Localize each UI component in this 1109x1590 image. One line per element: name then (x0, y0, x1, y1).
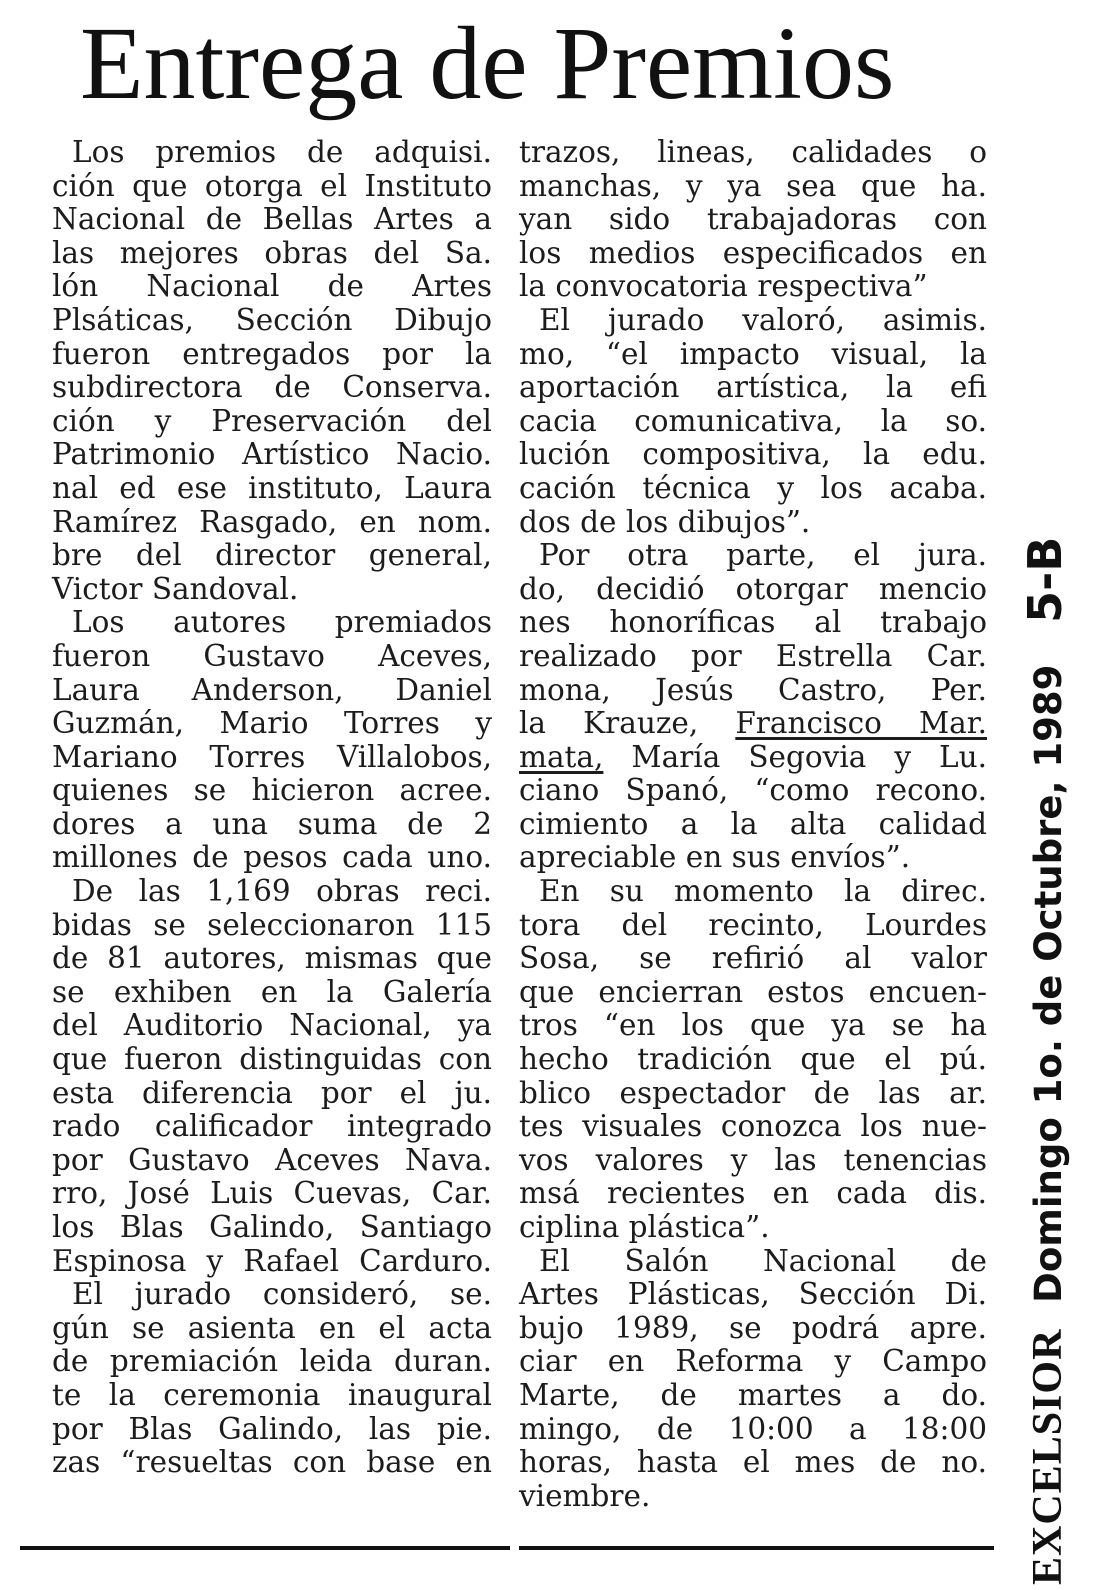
headline: Entrega de Premios (80, 6, 895, 121)
text-line: esta diferencia por el ju. (52, 1075, 492, 1110)
text-line: Sosa, se refirió al valor (519, 941, 987, 976)
text-line: dos de los dibujos”. (519, 504, 811, 539)
text-line: tros “en los que ya se ha (519, 1008, 987, 1043)
text-line: ciano Spanó, “como recono. (519, 773, 987, 808)
text-line: Mariano Torres Villalobos, (52, 739, 492, 774)
text-line: subdirectora de Conserva. (52, 370, 492, 405)
text-line: mo, “el impacto visual, la (519, 336, 987, 371)
text-line: ciplina plástica”. (519, 1210, 770, 1244)
text-line: nal ed ese instituto, Laura (52, 470, 492, 505)
text-line: Laura Anderson, Daniel (52, 672, 492, 707)
masthead: EXCELSIOR (1025, 1328, 1071, 1585)
text-line: Los premios de adquisi. (72, 135, 492, 169)
text-line: fueron Gustavo Aceves, (52, 638, 492, 673)
text-line: te la ceremonia inaugural (52, 1377, 492, 1412)
handwritten-underline: Francisco Mar. (735, 706, 987, 741)
text-line: Artes Plásticas, Sección Di. (519, 1277, 987, 1312)
text-line: rro, José Luis Cuevas, Car. (52, 1176, 492, 1211)
text-line: la convocatoria respectiva” (519, 269, 928, 304)
text-line: bujo 1989, se podrá apre. (519, 1310, 987, 1345)
text-line: hecho tradición que el pú. (519, 1042, 987, 1077)
text-line: apreciable en sus envíos”. (519, 840, 911, 875)
text-line: Por otra parte, el jura. (539, 538, 987, 573)
text-line: dores a una suma de 2 (52, 806, 492, 841)
text-line: Marte, de martes a do. (519, 1377, 987, 1412)
text-line: por Gustavo Aceves Nava. (52, 1142, 492, 1177)
text-line: De las 1,169 obras reci. (72, 874, 492, 909)
text-line: de 81 autores, mismas que (52, 941, 492, 976)
text-line: trazos, lineas, calidades o (519, 135, 987, 169)
text-line: gún se asienta en el acta (52, 1310, 492, 1345)
text-line: Patrimonio Artístico Nacio. (52, 437, 492, 472)
text-line: El jurado valoró, asimis. (539, 302, 987, 337)
text-line: lución compositiva, la edu. (519, 437, 987, 472)
text-line: manchas, y ya sea que ha. (519, 168, 987, 203)
text-line: que encierran estos encuen- (519, 974, 987, 1009)
text-line: tes visuales conozca los nue- (519, 1109, 987, 1144)
text-line: por Blas Galindo, las pie. (52, 1411, 492, 1446)
text-line: de premiación leida duran. (52, 1344, 492, 1379)
text-line: ción que otorga el Instituto (52, 168, 492, 203)
text-line: mata, María Segovia y Lu. (519, 739, 987, 774)
text-line: blico espectador de las ar. (519, 1075, 987, 1110)
text-line: cación técnica y los acaba. (519, 470, 987, 505)
text-line: tora del recinto, Lourdes (519, 907, 987, 942)
text-line: Plsáticas, Sección Dibujo (52, 302, 492, 337)
text-line: zas “resueltas con base en (52, 1445, 492, 1480)
text-line: las mejores obras del Sa. (52, 235, 492, 270)
publication-date: Domingo 1o. de Octubre, 1989 (1027, 664, 1070, 1303)
text-line: realizado por Estrella Car. (519, 638, 987, 673)
text-line: rado calificador integrado (52, 1109, 492, 1144)
text-line: Victor Sandoval. (52, 571, 299, 606)
text-line: mingo, de 10:00 a 18:00 (519, 1411, 987, 1446)
text-line: viembre. (519, 1478, 651, 1513)
article-column-left (52, 136, 492, 1480)
text-line: los Blas Galindo, Santiago (52, 1210, 492, 1244)
text-line: bre del director general, (52, 538, 492, 573)
text-line: cacia comunicativa, la so. (519, 403, 987, 438)
text-line: Ramírez Rasgado, en nom. (52, 504, 492, 539)
bottom-rule-left (20, 1546, 510, 1550)
dateline (1015, 537, 1075, 1585)
text-line: El Salón Nacional de (539, 1243, 987, 1278)
bottom-rule-right (519, 1546, 994, 1550)
text-line: cimiento a la alta calidad (519, 806, 987, 841)
text-line: ciar en Reforma y Campo (519, 1344, 987, 1379)
text-line: vos valores y las tenencias (519, 1142, 987, 1177)
text-line: En su momento la direc. (539, 874, 987, 909)
text-line: que fueron distinguidas con (52, 1042, 492, 1077)
text-line: mona, Jesús Castro, Per. (519, 672, 987, 707)
text-line: bidas se seleccionaron 115 (52, 907, 492, 942)
text-line: yan sido trabajadoras con (519, 202, 987, 237)
text-line: los medios especificados en (519, 235, 987, 270)
text-line: la Krauze, Francisco Mar. (519, 706, 987, 741)
text-line: del Auditorio Nacional, ya (52, 1008, 492, 1043)
text-line: fueron entregados por la (52, 336, 492, 371)
text-line: nes honoríficas al trabajo (519, 605, 987, 640)
text-line: Los autores premiados (72, 605, 492, 640)
text-line: Nacional de Bellas Artes a (52, 202, 492, 237)
page-number: 5-B (1018, 536, 1072, 623)
text-line: Guzmán, Mario Torres y (52, 706, 492, 741)
text-line: horas, hasta el mes de no. (519, 1445, 987, 1480)
text-line: aportación artística, la efi (519, 370, 987, 405)
text-line: millones de pesos cada uno. (52, 840, 492, 875)
text-line: El jurado consideró, se. (72, 1277, 492, 1312)
text-line: ción y Preservación del (52, 403, 492, 438)
text-line: lón Nacional de Artes (52, 269, 492, 304)
article-column-right (519, 136, 987, 1513)
text-line: quienes se hicieron acree. (52, 773, 492, 808)
text-line: msá recientes en cada dis. (519, 1176, 987, 1211)
text-line: do, decidió otorgar mencio (519, 571, 987, 606)
text-line: Espinosa y Rafael Carduro. (52, 1243, 492, 1278)
text-line: se exhiben en la Galería (52, 974, 492, 1009)
handwritten-underline: mata, (519, 739, 604, 774)
